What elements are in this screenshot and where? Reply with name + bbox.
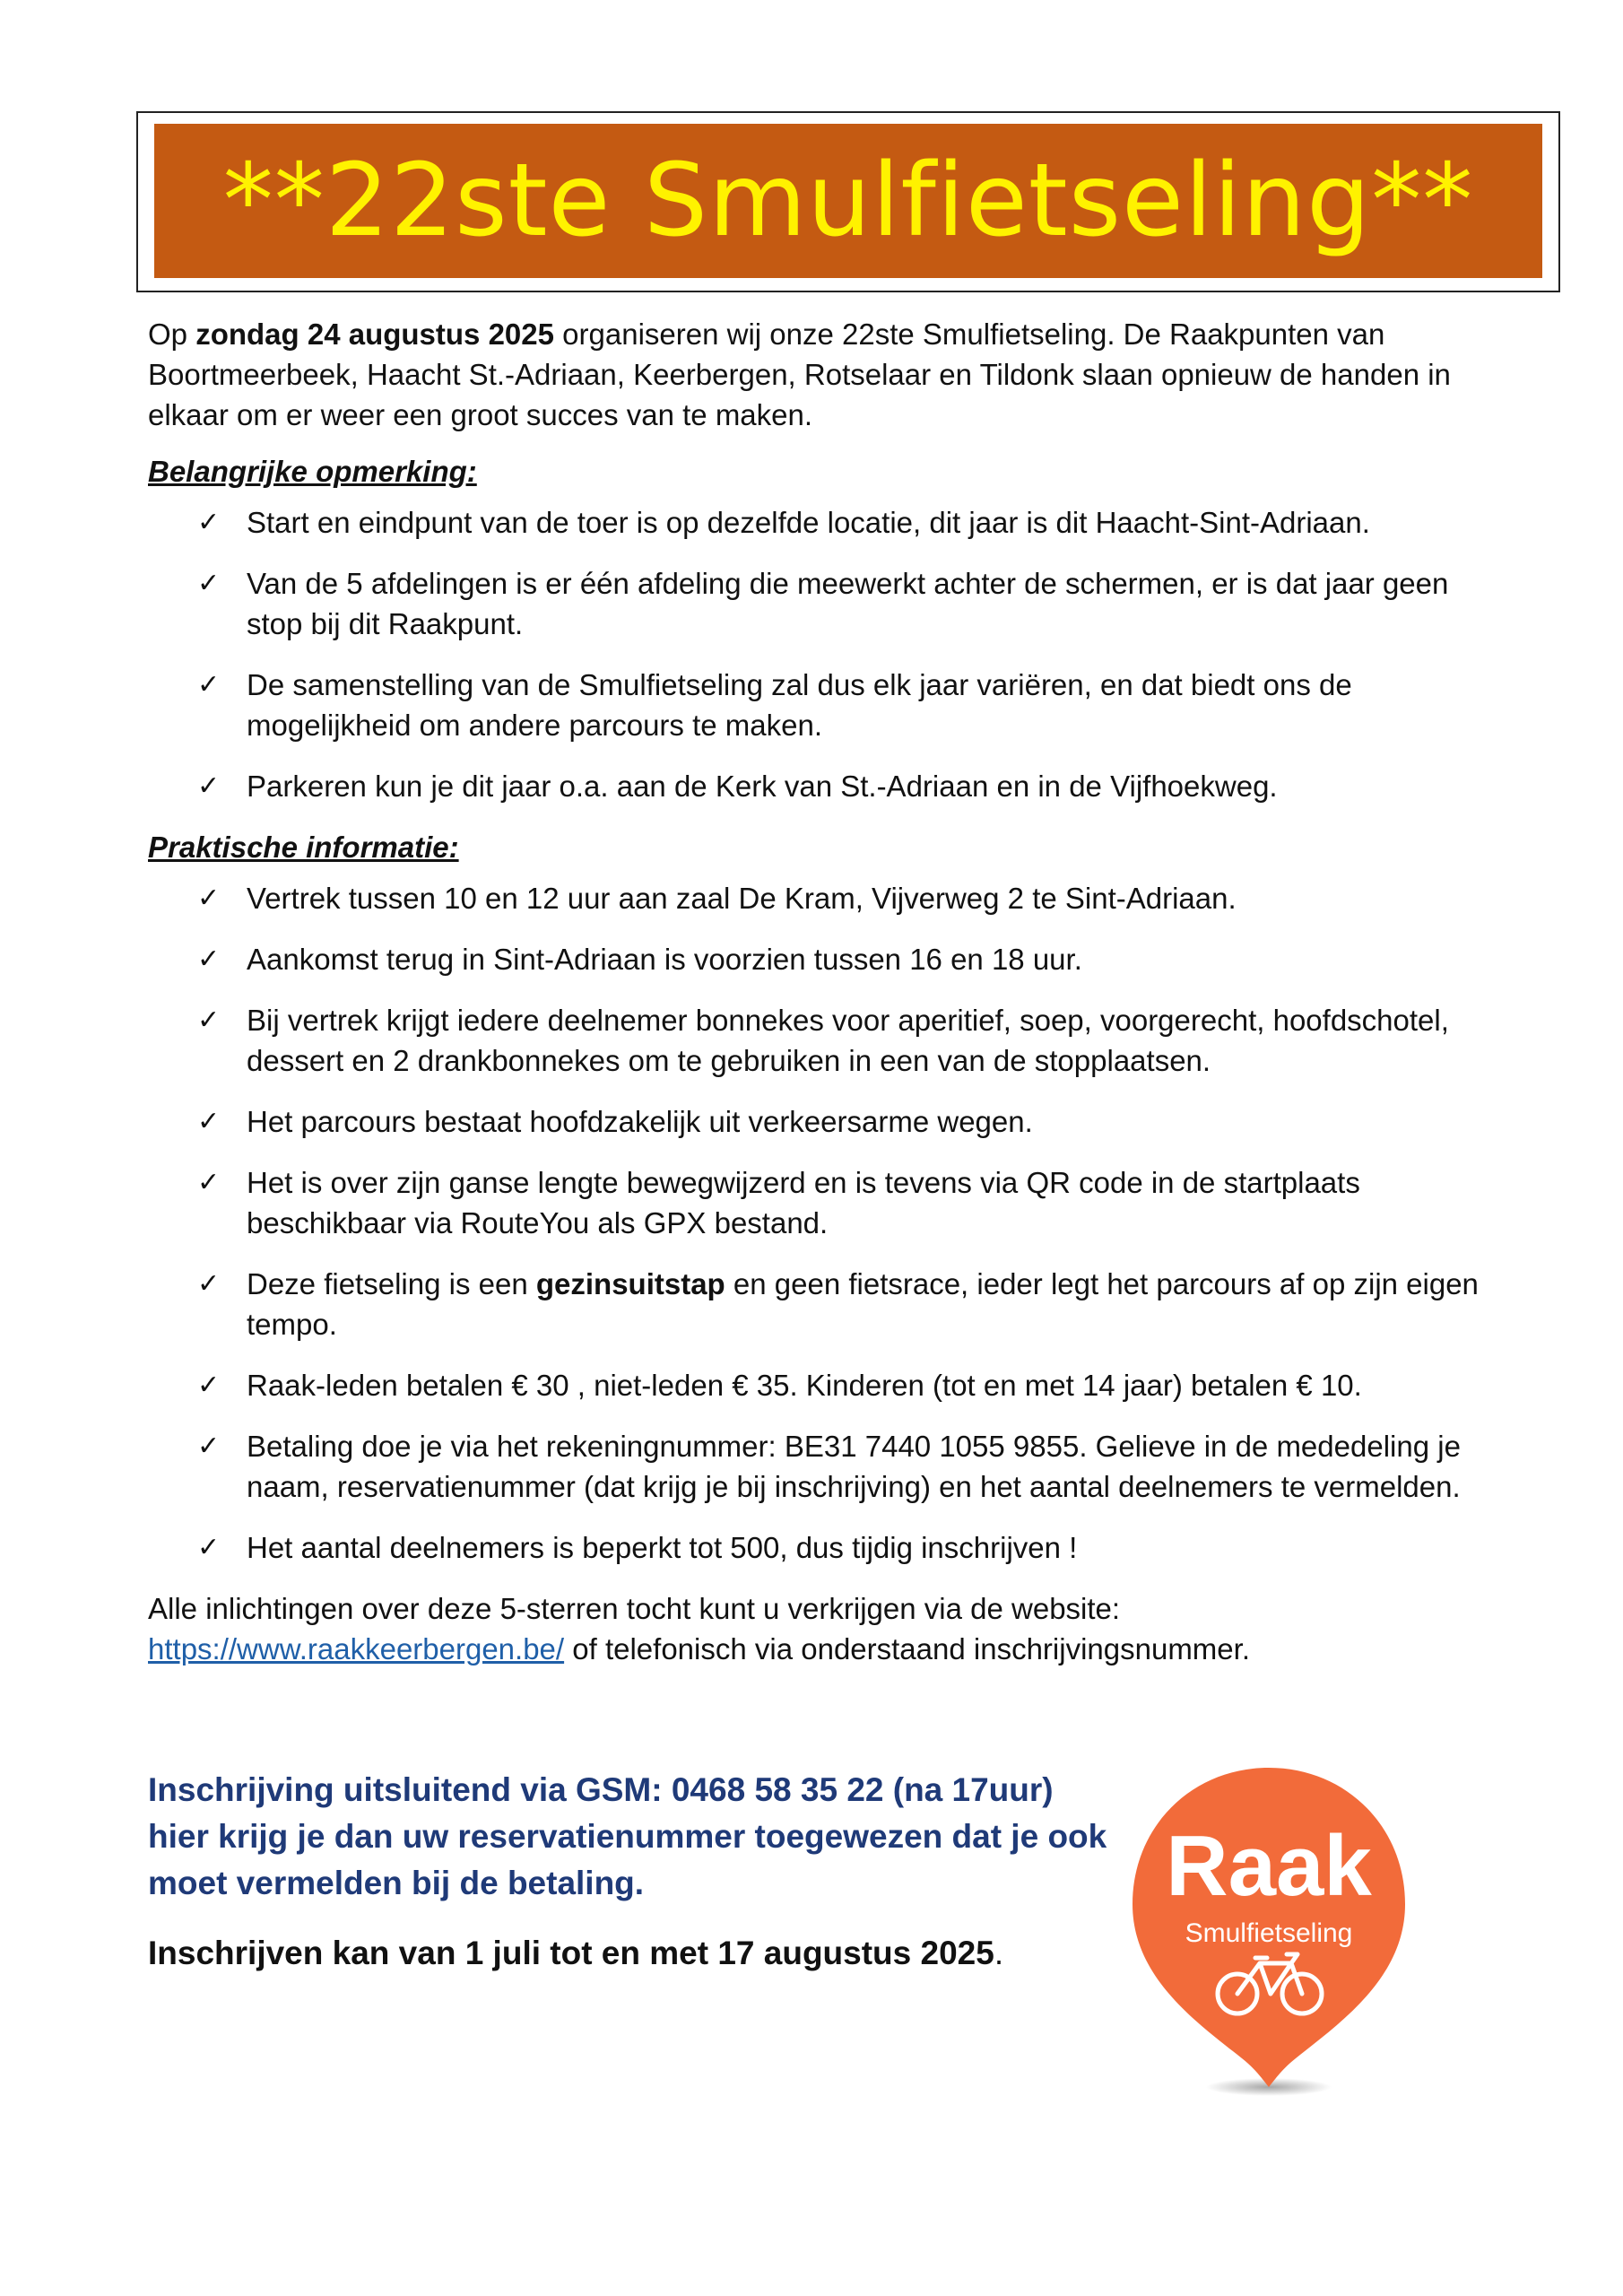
period-text: Inschrijven kan van 1 juli tot en met 17 augustus 2025	[148, 1935, 994, 1971]
check-icon: ✓	[197, 1532, 221, 1563]
title-frame	[136, 111, 1560, 292]
list-item	[148, 1365, 1497, 1405]
list-item-text: Betaling doe je via het rekeningnummer: BE31 7440 1055 9855. Gelieve in de mededeling je naam, reservatienummer (dat krijg je bij inschrijving) en het aantal deelnemers te vermelden.	[247, 1430, 1461, 1503]
check-icon: ✓	[197, 1004, 221, 1036]
list-item	[148, 1000, 1497, 1081]
check-icon: ✓	[197, 1268, 221, 1300]
website-link[interactable]: https://www.raakkeerbergen.be/	[148, 1632, 565, 1665]
check-icon: ✓	[197, 1431, 221, 1462]
intro-rest: organiseren wij onze 22ste Smulfietseling. De Raakpunten van Boortmeerbeek, Haacht St.-Adriaan, Keerbergen, Rotselaar en Tildonk slaan opnieuw de handen in elkaar om er weer een groot succes van te maken.	[148, 317, 1451, 431]
list-item	[148, 563, 1497, 644]
list-item	[148, 766, 1497, 806]
closing-paragraph	[148, 1588, 1497, 1669]
main-content	[148, 314, 1497, 1669]
check-icon: ✓	[197, 507, 221, 538]
registration-block	[148, 1767, 1116, 1977]
check-icon: ✓	[197, 1106, 221, 1137]
list-item	[148, 1101, 1497, 1142]
check-icon: ✓	[197, 944, 221, 975]
list-item	[148, 665, 1497, 745]
list-item-text: Het aantal deelnemers is beperkt tot 500, dus tijdig inschrijven !	[247, 1531, 1078, 1564]
page-title: **22ste Smulfietseling**	[222, 143, 1474, 259]
check-icon: ✓	[197, 1370, 221, 1401]
check-icon: ✓	[197, 883, 221, 914]
period-dot: .	[994, 1935, 1004, 1971]
raak-logo	[1125, 1762, 1412, 2103]
registration-period	[148, 1930, 1116, 1977]
family-outing-bold: gezinsuitstap	[535, 1267, 725, 1300]
list-item-text: Deze fietseling is een	[247, 1267, 536, 1300]
list-item-text: Het is over zijn ganse lengte bewegwijzerd en is tevens via QR code in de startplaats beschikbaar via RouteYou als GPX bestand.	[247, 1166, 1360, 1239]
event-date: zondag 24 augustus 2025	[195, 317, 554, 351]
registration-text: Inschrijving uitsluitend via GSM: 0468 58 35 22 (na 17uur) hier krijg je dan uw reservatienummer toegewezen dat je ook moet vermelden bij de betaling.	[148, 1771, 1107, 1901]
list-item-text: Raak-leden betalen € 30 , niet-leden € 35. Kinderen (tot en met 14 jaar) betalen € 10.	[247, 1369, 1362, 1402]
list-item-text: Parkeren kun je dit jaar o.a. aan de Kerk van St.-Adriaan en in de Vijfhoekweg.	[247, 770, 1278, 803]
list-item-text: Van de 5 afdelingen is er één afdeling die meewerkt achter de schermen, er is dat jaar geen stop bij dit Raakpunt.	[247, 567, 1449, 640]
title-banner	[154, 124, 1542, 278]
list-item-text: Het parcours bestaat hoofdzakelijk uit verkeersarme wegen.	[247, 1105, 1033, 1138]
list-item-text: Vertrek tussen 10 en 12 uur aan zaal De Kram, Vijverweg 2 te Sint-Adriaan.	[247, 882, 1237, 915]
list-item	[148, 1264, 1497, 1344]
logo-sub: Smulfietseling	[1185, 1918, 1353, 1948]
closing-line: Alle inlichtingen over deze 5-sterren tocht kunt u verkrijgen via de website:	[148, 1592, 1121, 1625]
check-icon: ✓	[197, 568, 221, 599]
list-item-text: en geen fietsrace, ieder legt het parcours af op zijn eigen tempo.	[247, 1267, 1479, 1341]
list-item	[148, 1162, 1497, 1243]
list-item	[148, 939, 1497, 979]
list-item	[148, 502, 1497, 543]
section-heading-important: Belangrijke opmerking:	[148, 455, 477, 488]
list-item	[148, 1426, 1497, 1507]
list-item	[148, 1527, 1497, 1568]
list-item-text: Bij vertrek krijgt iedere deelnemer bonnekes voor aperitief, soep, voorgerecht, hoofdschotel, dessert en 2 drankbonnekes om te gebruiken in een van de stopplaatsen.	[247, 1004, 1449, 1077]
practical-list	[148, 878, 1497, 1568]
section-heading-practical: Praktische informatie:	[148, 831, 459, 864]
check-icon: ✓	[197, 1167, 221, 1198]
check-icon: ✓	[197, 669, 221, 700]
closing-line-2: of telefonisch via onderstaand inschrijvingsnummer.	[564, 1632, 1250, 1665]
list-item-text: De samenstelling van de Smulfietseling zal dus elk jaar variëren, en dat biedt ons de mogelijkheid om andere parcours te maken.	[247, 668, 1352, 742]
list-item	[148, 878, 1497, 918]
check-icon: ✓	[197, 770, 221, 802]
logo-brand: Raak	[1166, 1818, 1372, 1914]
important-list	[148, 502, 1497, 806]
list-item-text: Start en eindpunt van de toer is op dezelfde locatie, dit jaar is dit Haacht-Sint-Adriaan.	[247, 506, 1370, 539]
list-item-text: Aankomst terug in Sint-Adriaan is voorzien tussen 16 en 18 uur.	[247, 943, 1082, 976]
intro-paragraph	[148, 314, 1497, 435]
intro-pre: Op	[148, 317, 196, 351]
